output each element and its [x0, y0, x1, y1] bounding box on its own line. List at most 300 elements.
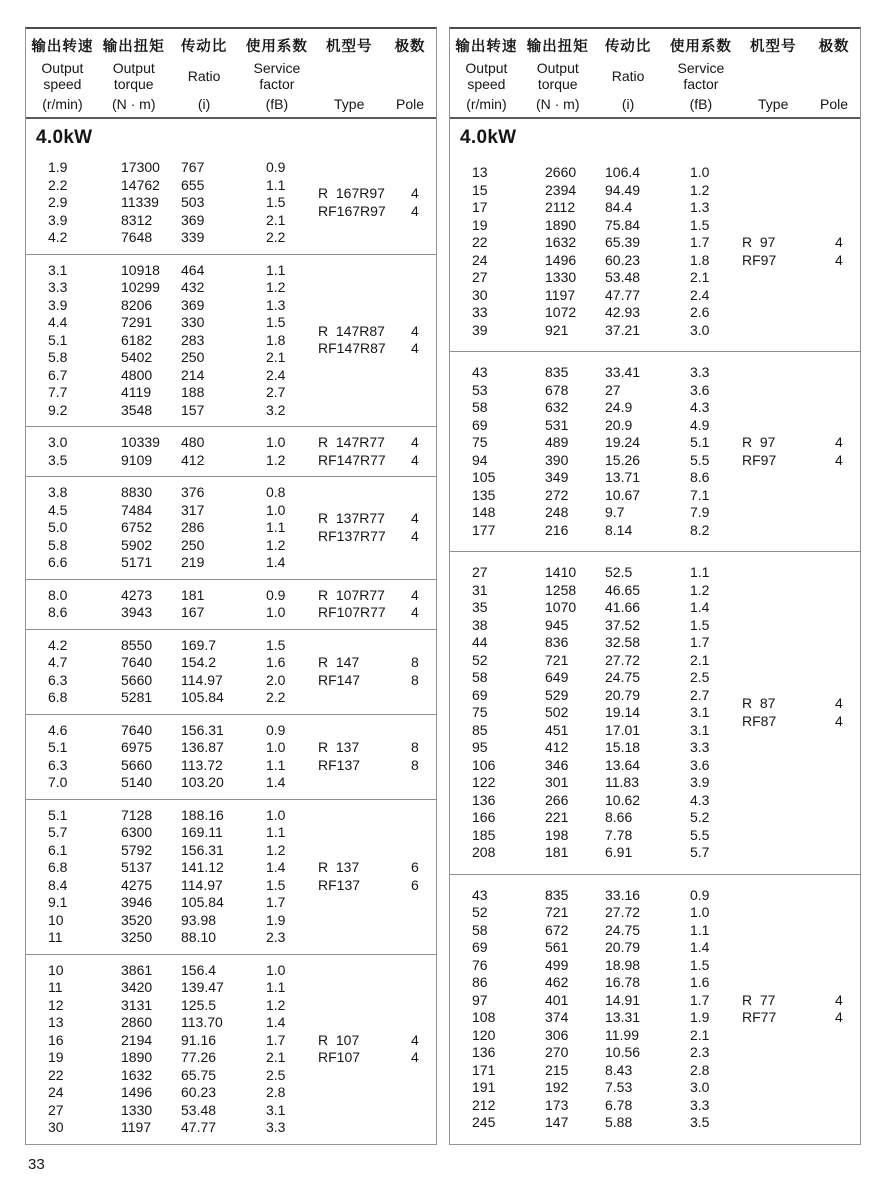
- output-torque-value: 632: [545, 399, 569, 415]
- output-speed-value: 27: [472, 269, 488, 285]
- ratio-value: 103.20: [181, 774, 224, 790]
- service-factor-value: 1.5: [690, 956, 710, 973]
- table-row: [472, 252, 742, 270]
- output-torque-value: 5171: [121, 554, 153, 570]
- ratio-value: 503: [181, 194, 205, 210]
- ratio-value: 156.31: [181, 721, 224, 738]
- table-row: [48, 537, 318, 555]
- group-rows: [450, 564, 742, 862]
- table-row: [472, 617, 742, 635]
- output-torque-value: 1330: [545, 269, 577, 285]
- type-label: R 97: [742, 234, 776, 250]
- table-row: [48, 402, 318, 420]
- service-factor-value: 1.7: [690, 234, 710, 250]
- group-rows: [26, 962, 318, 1137]
- output-torque-value: 721: [545, 904, 569, 920]
- output-speed-value: 136: [472, 1044, 496, 1060]
- service-factor-value: 1.2: [266, 841, 286, 858]
- pole-value: 6: [411, 876, 419, 893]
- group-rows: [26, 484, 318, 572]
- header-label-en: [188, 68, 221, 84]
- table-row: [472, 957, 742, 975]
- pole-value: 4: [411, 1049, 419, 1065]
- service-factor-value: 1.7: [266, 1031, 286, 1048]
- output-speed-value: 5.1: [48, 806, 68, 823]
- table-row: [48, 1119, 318, 1137]
- type-line: [318, 510, 438, 528]
- output-speed-value: 4.4: [48, 314, 68, 330]
- type-block: [742, 164, 862, 339]
- output-speed-value: 177: [472, 521, 496, 538]
- output-torque-value: 5660: [121, 671, 153, 688]
- table-row: [472, 757, 742, 775]
- output-torque-value: 270: [545, 1044, 569, 1060]
- power-rating-title: 4.0kW: [36, 127, 93, 148]
- output-torque-value: 248: [545, 504, 569, 520]
- type-line: [318, 203, 438, 221]
- service-factor-value: 2.8: [690, 1061, 710, 1078]
- ratio-value: 15.18: [605, 739, 641, 755]
- output-torque-value: 6300: [121, 824, 153, 840]
- output-torque-value: 17300: [121, 159, 160, 175]
- output-speed-value: 122: [472, 774, 496, 790]
- service-factor-value: 5.5: [690, 451, 710, 468]
- ratio-value: 5.88: [605, 1114, 633, 1130]
- ratio-value: 6.91: [605, 844, 633, 860]
- output-torque-value: 921: [545, 321, 569, 338]
- table-row: [48, 637, 318, 655]
- ratio-value: 53.48: [605, 269, 641, 285]
- ratio-value: 114.97: [181, 671, 223, 688]
- output-torque-value: 349: [545, 469, 569, 485]
- pole-value: 4: [411, 451, 419, 468]
- service-factor-value: 2.2: [266, 689, 286, 705]
- output-speed-value: 2.9: [48, 194, 68, 210]
- type-label: R 107R77: [318, 586, 385, 603]
- output-speed-value: 3.0: [48, 434, 68, 450]
- service-factor-value: 2.1: [690, 269, 710, 285]
- output-torque-value: 3946: [121, 894, 153, 910]
- table-row: [472, 992, 742, 1010]
- service-factor-value: 3.0: [690, 321, 710, 338]
- ratio-value: 432: [181, 279, 205, 295]
- output-speed-value: 245: [472, 1114, 496, 1130]
- type-line: [742, 252, 862, 270]
- type-label: R 167R97: [318, 185, 385, 202]
- output-torque-value: 721: [545, 651, 569, 668]
- type-line: [318, 877, 438, 895]
- table-row: [48, 332, 318, 350]
- ratio-value: 14.91: [605, 991, 641, 1008]
- ratio-value: 181: [181, 586, 205, 603]
- output-torque-value: 678: [545, 381, 569, 398]
- service-factor-value: 7.1: [690, 486, 710, 503]
- table-row: [48, 554, 318, 572]
- type-line: [318, 757, 438, 775]
- header-label-cn: 输出转速: [31, 39, 94, 55]
- header-label-cn: 传动比: [180, 39, 228, 55]
- header-label-cn: 传动比: [604, 39, 652, 55]
- ratio-value: 317: [181, 501, 205, 518]
- output-speed-value: 52: [472, 651, 488, 668]
- type-line: [318, 672, 438, 690]
- output-speed-value: 6.1: [48, 841, 68, 858]
- output-torque-value: 531: [545, 416, 569, 433]
- table-row: [472, 687, 742, 705]
- type-label: RF107: [318, 1049, 361, 1065]
- ratio-value: 65.75: [181, 1066, 217, 1083]
- header-label-unit: Type: [758, 96, 789, 112]
- group-rows: [26, 434, 318, 469]
- output-torque-value: 1258: [545, 581, 577, 598]
- output-speed-value: 86: [472, 974, 488, 990]
- output-speed-value: 11: [48, 929, 63, 945]
- type-label: R 97: [742, 434, 776, 450]
- service-factor-value: 2.1: [690, 651, 710, 668]
- table-row: [472, 1009, 742, 1027]
- output-speed-value: 1.9: [48, 159, 68, 175]
- table-row: [48, 212, 318, 230]
- table-row: [48, 757, 318, 775]
- table-row: [472, 582, 742, 600]
- output-torque-value: 301: [545, 774, 569, 790]
- ratio-value: 167: [181, 604, 205, 620]
- ratio-value: 188: [181, 384, 205, 400]
- service-factor-value: 1.6: [266, 654, 286, 670]
- ratio-value: 20.79: [605, 939, 641, 955]
- ratio-value: 60.23: [181, 1084, 217, 1100]
- ratio-value: 139.47: [181, 979, 224, 995]
- header-label-unit: (r/min): [466, 96, 507, 112]
- service-factor-value: 1.1: [690, 564, 710, 580]
- table-row: [472, 669, 742, 687]
- table-row: [472, 809, 742, 827]
- type-block: [318, 484, 438, 572]
- header-label-cn: 极数: [394, 39, 426, 55]
- table-row: [472, 469, 742, 487]
- header-column-output-speed: [450, 35, 523, 112]
- output-torque-value: 2194: [121, 1031, 153, 1048]
- type-line: [742, 713, 862, 731]
- output-speed-value: 5.1: [48, 331, 68, 348]
- type-block: [318, 962, 438, 1137]
- ratio-value: 27.72: [605, 904, 641, 920]
- output-speed-value: 69: [472, 686, 488, 703]
- header-column-output-speed: [26, 35, 99, 112]
- type-label: RF97: [742, 451, 777, 468]
- ratio-value: 41.66: [605, 599, 641, 615]
- header-label-en: [537, 60, 579, 92]
- spec-table-right: [449, 27, 861, 1145]
- type-block: [318, 587, 438, 622]
- gear-group: [26, 426, 436, 476]
- output-speed-value: 24: [472, 251, 488, 268]
- output-torque-value: 374: [545, 1009, 569, 1025]
- ratio-value: 10.67: [605, 486, 641, 503]
- table-row: [48, 739, 318, 757]
- type-label: RF97: [742, 251, 777, 268]
- ratio-value: 27: [605, 381, 621, 398]
- output-speed-value: 43: [472, 364, 488, 380]
- service-factor-value: 4.9: [690, 416, 710, 433]
- service-factor-value: 3.3: [690, 739, 710, 755]
- output-torque-value: 10339: [121, 434, 160, 450]
- type-line: [318, 859, 438, 877]
- output-torque-value: 1197: [545, 286, 576, 303]
- output-torque-value: 672: [545, 921, 569, 938]
- page-number: 33: [28, 1156, 45, 1173]
- ratio-value: 169.11: [181, 824, 223, 840]
- output-torque-value: 2860: [121, 1014, 153, 1030]
- service-factor-value: 3.6: [690, 756, 710, 773]
- output-speed-value: 44: [472, 634, 488, 650]
- ratio-value: 283: [181, 331, 205, 348]
- table-row: [48, 349, 318, 367]
- output-torque-value: 5137: [121, 859, 153, 875]
- table-row: [472, 434, 742, 452]
- ratio-value: 84.4: [605, 199, 633, 215]
- table-row: [472, 704, 742, 722]
- table-row: [472, 939, 742, 957]
- output-torque-value: 5281: [121, 689, 153, 705]
- output-speed-value: 30: [48, 1119, 64, 1135]
- ratio-value: 156.4: [181, 961, 217, 978]
- ratio-value: 42.93: [605, 304, 641, 320]
- ratio-value: 11.99: [605, 1026, 639, 1043]
- header-label-en-line: torque: [537, 76, 578, 92]
- output-torque-value: 835: [545, 886, 569, 903]
- output-torque-value: 6182: [121, 331, 153, 348]
- output-torque-value: 1890: [545, 216, 577, 233]
- table-body: [450, 119, 860, 1144]
- output-torque-value: 1890: [121, 1049, 153, 1065]
- output-torque-value: 489: [545, 434, 569, 450]
- service-factor-value: 1.5: [690, 216, 710, 233]
- output-torque-value: 272: [545, 486, 569, 503]
- output-speed-value: 22: [472, 234, 488, 250]
- service-factor-value: 1.8: [690, 251, 710, 268]
- output-torque-value: 4119: [121, 384, 152, 400]
- table-row: [472, 1114, 742, 1132]
- header-column-output-torque: [99, 35, 169, 112]
- header-label-en-line: speed: [43, 76, 82, 92]
- table-row: [472, 199, 742, 217]
- service-factor-value: 3.1: [690, 721, 710, 738]
- output-speed-value: 76: [472, 956, 488, 973]
- type-block: [318, 434, 438, 469]
- output-speed-value: 69: [472, 939, 488, 955]
- ratio-value: 15.26: [605, 451, 641, 468]
- service-factor-value: 2.2: [266, 229, 286, 245]
- service-factor-value: 8.6: [690, 469, 710, 485]
- header-label-en-line: Ratio: [611, 68, 645, 84]
- output-speed-value: 69: [472, 416, 488, 433]
- output-torque-value: 499: [545, 956, 569, 973]
- ratio-value: 480: [181, 434, 205, 450]
- output-torque-value: 6975: [121, 739, 153, 755]
- ratio-value: 37.21: [605, 321, 641, 338]
- ratio-value: 114.97: [181, 876, 223, 893]
- table-row: [48, 367, 318, 385]
- header-label-unit: (i): [197, 96, 211, 112]
- table-row: [472, 827, 742, 845]
- group-rows: [26, 262, 318, 420]
- output-torque-value: 346: [545, 756, 569, 773]
- table-row: [48, 194, 318, 212]
- output-speed-value: 10: [48, 911, 64, 928]
- table-row: [48, 1067, 318, 1085]
- header-label-cn: 输出转速: [455, 39, 518, 55]
- output-speed-value: 4.7: [48, 654, 68, 670]
- output-torque-value: 2112: [545, 199, 576, 215]
- type-line: [742, 992, 862, 1010]
- ratio-value: 10.56: [605, 1044, 641, 1060]
- output-torque-value: 945: [545, 616, 569, 633]
- service-factor-value: 3.9: [690, 774, 710, 790]
- output-speed-value: 8.4: [48, 876, 68, 893]
- ratio-value: 10.62: [605, 791, 641, 808]
- table-row: [472, 887, 742, 905]
- ratio-value: 9.7: [605, 504, 625, 520]
- output-torque-value: 198: [545, 826, 569, 843]
- service-factor-value: 1.0: [266, 501, 286, 518]
- table-row: [48, 877, 318, 895]
- service-factor-value: 5.5: [690, 826, 710, 843]
- header-label-unit: Type: [334, 96, 365, 112]
- service-factor-value: 2.5: [690, 669, 710, 685]
- service-factor-value: 7.9: [690, 504, 710, 520]
- output-speed-value: 5.0: [48, 519, 68, 535]
- ratio-value: 60.23: [605, 251, 641, 268]
- table-row: [472, 304, 742, 322]
- output-torque-value: 1410: [545, 564, 577, 580]
- output-torque-value: 7484: [121, 501, 153, 518]
- pole-value: 4: [411, 510, 419, 527]
- service-factor-value: 2.7: [690, 686, 710, 703]
- group-rows: [450, 887, 742, 1132]
- table-row: [472, 739, 742, 757]
- ratio-value: 13.71: [605, 469, 641, 485]
- type-label: RF167R97: [318, 202, 386, 219]
- table-row: [472, 652, 742, 670]
- output-torque-value: 1632: [545, 234, 577, 250]
- output-speed-value: 12: [48, 996, 64, 1013]
- header-label-en-line: speed: [467, 76, 506, 92]
- header-label-en: [612, 68, 645, 84]
- output-torque-value: 1197: [121, 1119, 152, 1135]
- table-row: [48, 177, 318, 195]
- table-header: [450, 29, 860, 119]
- output-speed-value: 148: [472, 504, 496, 520]
- service-factor-value: 3.3: [690, 1096, 710, 1113]
- output-speed-value: 6.7: [48, 366, 68, 383]
- header-label-en: [41, 60, 83, 92]
- spec-table-left: [25, 27, 437, 1145]
- pole-value: 4: [835, 991, 843, 1008]
- gear-group: [450, 874, 860, 1144]
- service-factor-value: 2.0: [266, 671, 286, 688]
- service-factor-value: 8.2: [690, 521, 710, 538]
- power-rating-title: 4.0kW: [460, 127, 517, 148]
- ratio-value: 330: [181, 314, 205, 330]
- service-factor-value: 0.9: [690, 886, 710, 903]
- service-factor-value: 1.2: [690, 181, 710, 198]
- table-row: [472, 182, 742, 200]
- header-label-cn: 机型号: [749, 39, 797, 55]
- service-factor-value: 1.9: [690, 1009, 710, 1025]
- ratio-value: 91.16: [181, 1031, 217, 1048]
- output-speed-value: 53: [472, 381, 488, 398]
- table-row: [48, 912, 318, 930]
- output-speed-value: 5.7: [48, 824, 68, 840]
- header-label-en-line: Output: [41, 60, 84, 76]
- output-speed-value: 16: [48, 1031, 64, 1048]
- output-speed-value: 8.0: [48, 586, 68, 603]
- output-torque-value: 2660: [545, 164, 577, 180]
- output-torque-value: 7640: [121, 721, 153, 738]
- output-speed-value: 13: [472, 164, 488, 180]
- service-factor-value: 1.7: [690, 634, 710, 650]
- output-speed-value: 27: [48, 1101, 64, 1118]
- table-row: [48, 654, 318, 672]
- group-rows: [26, 637, 318, 707]
- type-line: [318, 528, 438, 546]
- ratio-value: 157: [181, 401, 205, 418]
- ratio-value: 94.49: [605, 181, 641, 198]
- service-factor-value: 1.8: [266, 331, 286, 348]
- table-row: [472, 1062, 742, 1080]
- output-speed-value: 33: [472, 304, 488, 320]
- output-speed-value: 19: [472, 216, 488, 233]
- output-torque-value: 6752: [121, 519, 153, 535]
- pole-value: 4: [411, 322, 419, 339]
- output-speed-value: 97: [472, 991, 488, 1008]
- type-label: RF137R77: [318, 527, 386, 544]
- output-speed-value: 4.2: [48, 229, 68, 245]
- table-row: [472, 287, 742, 305]
- output-torque-value: 8550: [121, 636, 153, 653]
- table-row: [472, 1044, 742, 1062]
- output-speed-value: 75: [472, 434, 488, 450]
- pole-value: 8: [411, 671, 419, 688]
- output-torque-value: 390: [545, 451, 569, 468]
- output-speed-value: 5.8: [48, 349, 68, 365]
- table-row: [472, 522, 742, 540]
- table-row: [472, 322, 742, 340]
- table-row: [472, 487, 742, 505]
- pole-value: 4: [411, 185, 419, 202]
- ratio-value: 65.39: [605, 234, 641, 250]
- ratio-value: 24.75: [605, 669, 641, 685]
- ratio-value: 369: [181, 296, 205, 313]
- output-speed-value: 4.6: [48, 721, 68, 738]
- output-speed-value: 30: [472, 286, 488, 303]
- output-torque-value: 147: [545, 1114, 569, 1130]
- service-factor-value: 3.1: [266, 1101, 286, 1118]
- service-factor-value: 3.3: [266, 1119, 286, 1135]
- service-factor-value: 1.9: [266, 911, 286, 928]
- output-speed-value: 58: [472, 399, 488, 415]
- service-factor-value: 4.3: [690, 791, 710, 808]
- type-label: RF147R77: [318, 451, 386, 468]
- ratio-value: 24.75: [605, 921, 641, 938]
- output-speed-value: 19: [48, 1049, 64, 1065]
- output-speed-value: 166: [472, 809, 496, 825]
- output-speed-value: 27: [472, 564, 488, 580]
- table-row: [48, 159, 318, 177]
- pole-value: 4: [835, 234, 843, 250]
- output-speed-value: 43: [472, 886, 488, 903]
